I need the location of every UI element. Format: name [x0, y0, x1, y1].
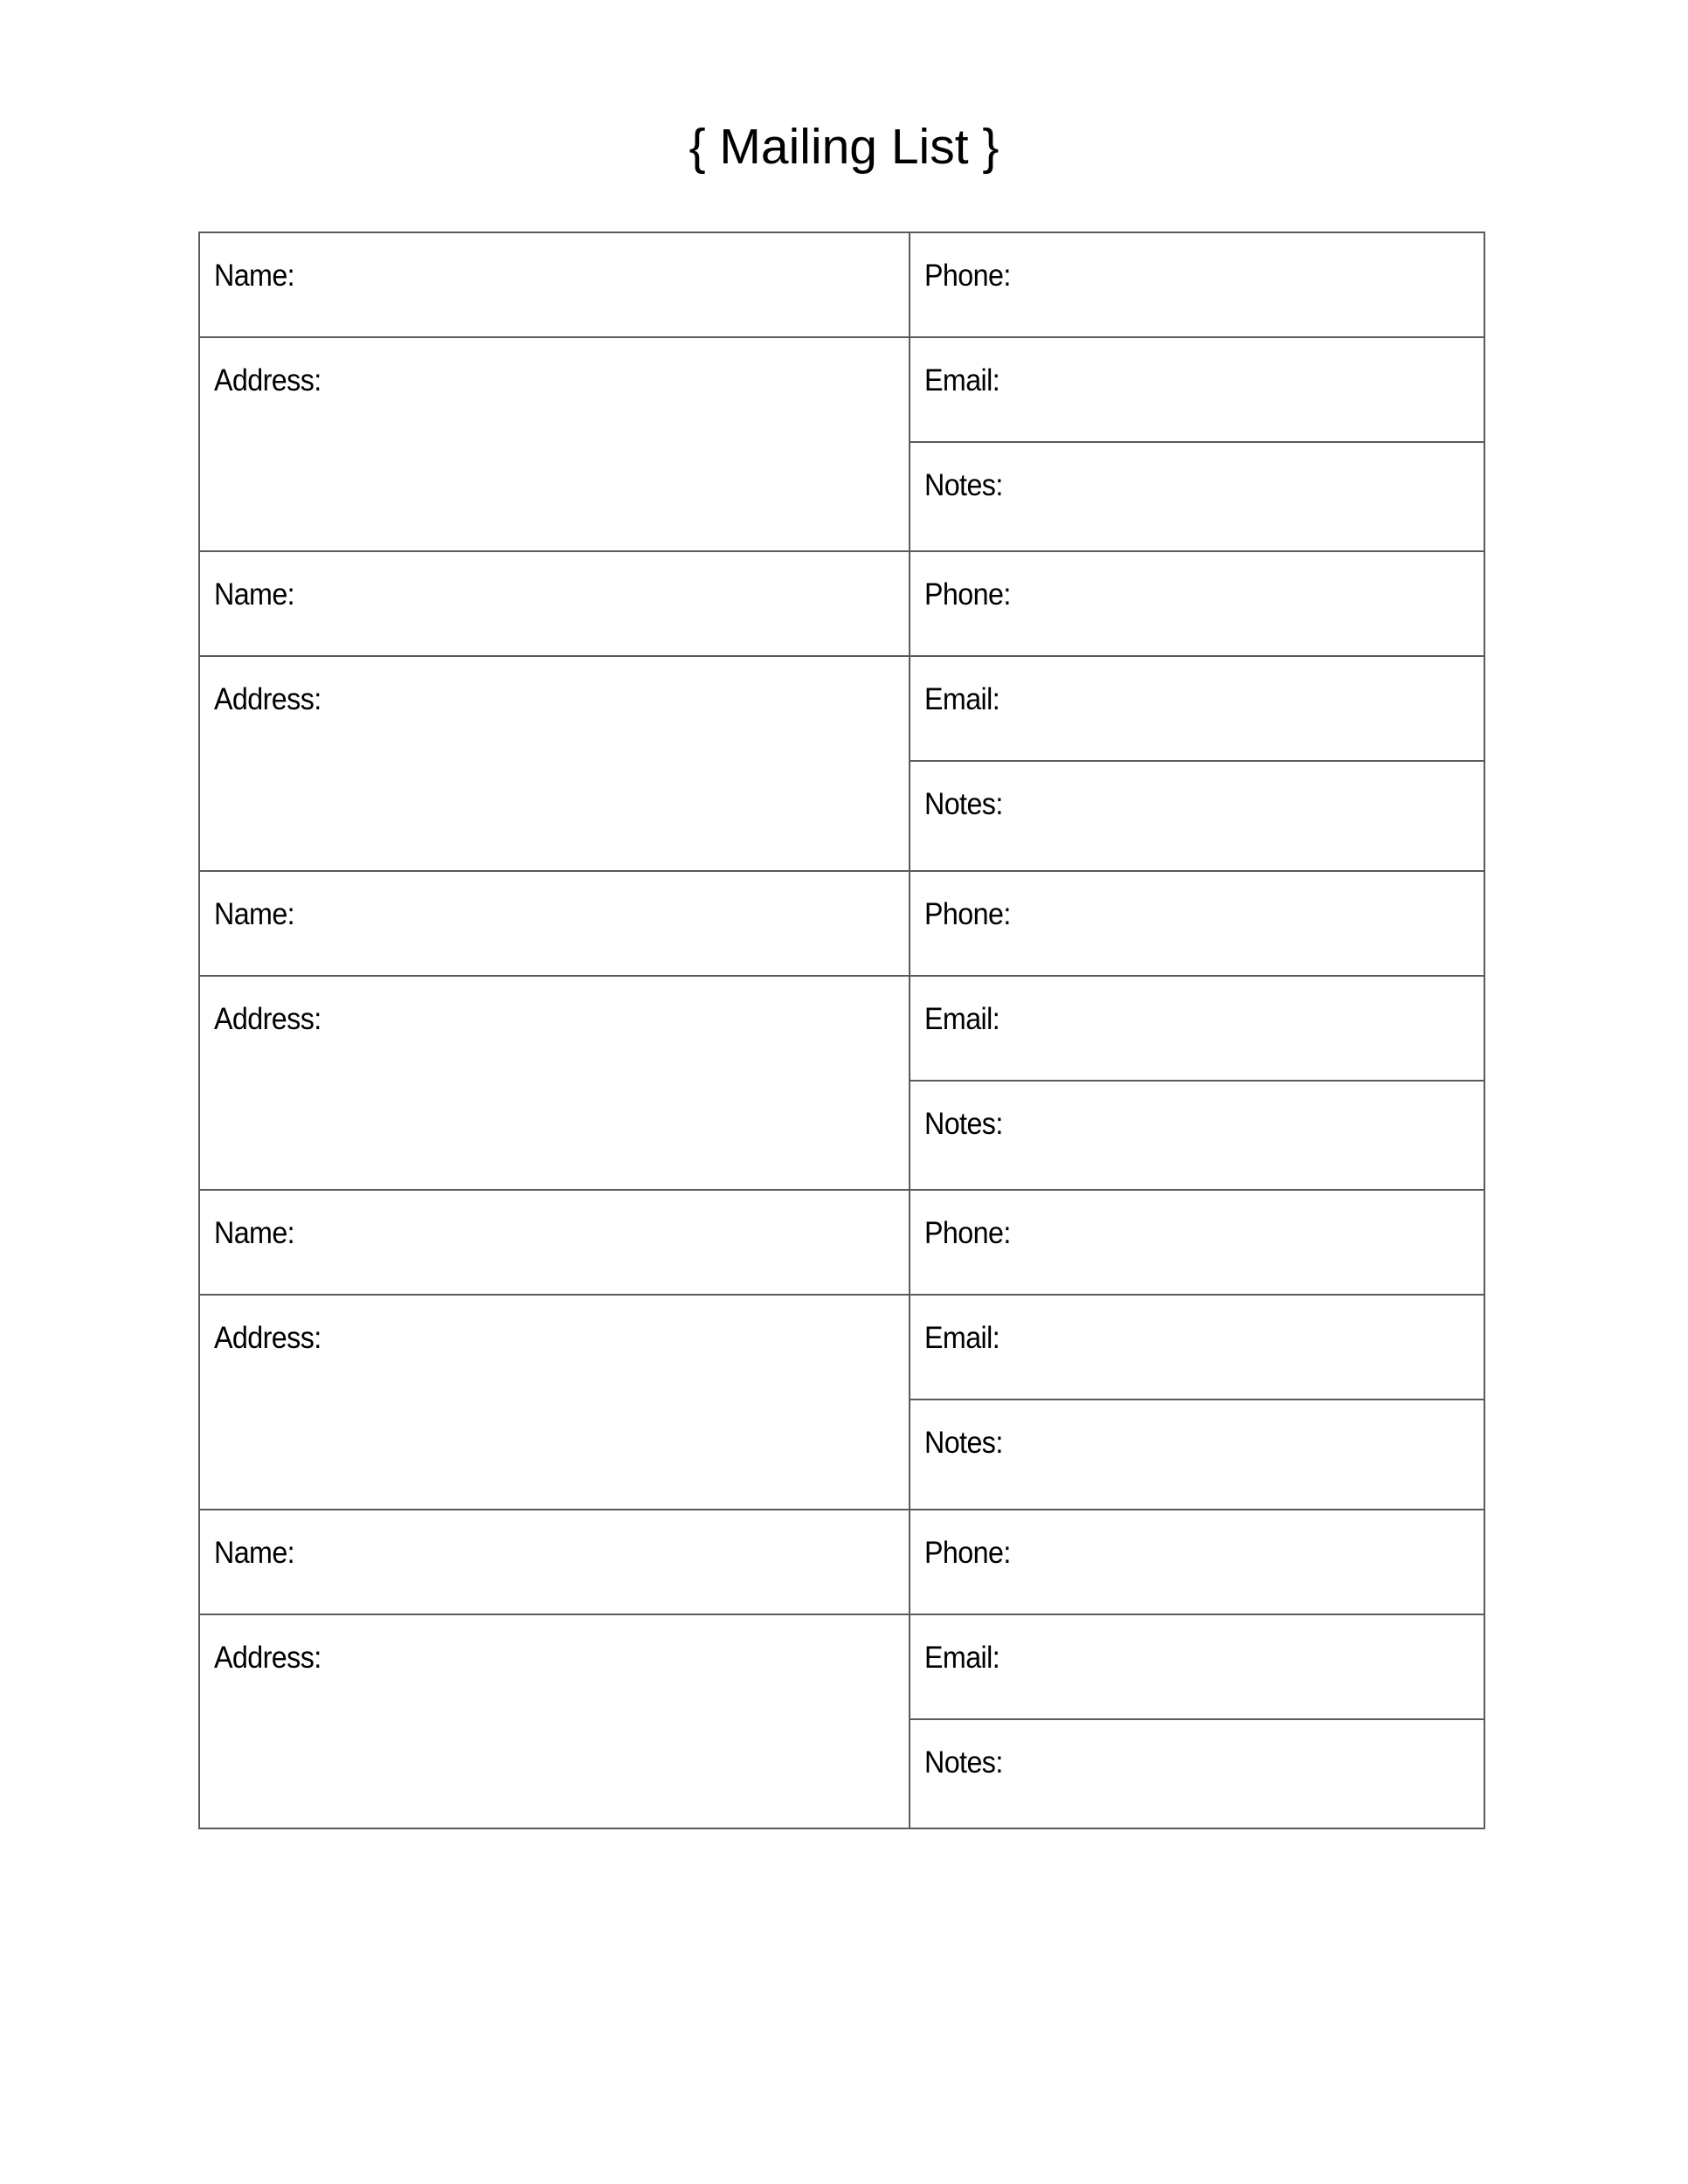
name-label: Name:: [214, 896, 295, 931]
phone-label: Phone:: [924, 259, 1011, 293]
contact-entry: [200, 1510, 1484, 1829]
phone-label: Phone:: [924, 1535, 1011, 1570]
notes-field[interactable]: [910, 443, 1484, 552]
phone-field[interactable]: [910, 233, 1484, 338]
email-field[interactable]: [910, 1615, 1484, 1720]
name-field[interactable]: [200, 872, 910, 977]
address-field[interactable]: [200, 657, 910, 871]
email-label: Email:: [924, 1001, 1000, 1036]
address-field[interactable]: [200, 1296, 910, 1510]
notes-label: Notes:: [924, 468, 1003, 502]
address-label: Address:: [214, 1321, 322, 1356]
email-field[interactable]: [910, 338, 1484, 443]
contact-entry: [200, 872, 1484, 1191]
name-label: Name:: [214, 577, 295, 612]
mailing-list-table: [198, 232, 1485, 1829]
phone-label: Phone:: [924, 1216, 1011, 1251]
name-field[interactable]: [200, 552, 910, 657]
phone-label: Phone:: [924, 577, 1011, 612]
name-label: Name:: [214, 1535, 295, 1570]
phone-field[interactable]: [910, 1510, 1484, 1615]
address-field[interactable]: [200, 977, 910, 1191]
email-field[interactable]: [910, 657, 1484, 762]
contact-entry: [200, 233, 1484, 552]
phone-label: Phone:: [924, 896, 1011, 931]
name-label: Name:: [214, 1216, 295, 1251]
email-label: Email:: [924, 363, 1000, 397]
name-field[interactable]: [200, 233, 910, 338]
name-field[interactable]: [200, 1191, 910, 1296]
address-field[interactable]: [200, 1615, 910, 1829]
notes-field[interactable]: [910, 762, 1484, 871]
email-label: Email:: [924, 1640, 1000, 1675]
address-label: Address:: [214, 682, 322, 717]
email-label: Email:: [924, 682, 1000, 717]
notes-label: Notes:: [924, 1745, 1003, 1780]
notes-field[interactable]: [910, 1400, 1484, 1510]
notes-label: Notes:: [924, 1426, 1003, 1461]
contact-entry: [200, 1191, 1484, 1510]
name-label: Name:: [214, 259, 295, 293]
notes-label: Notes:: [924, 1106, 1003, 1141]
address-field[interactable]: [200, 338, 910, 552]
email-label: Email:: [924, 1321, 1000, 1356]
phone-field[interactable]: [910, 552, 1484, 657]
email-field[interactable]: [910, 977, 1484, 1082]
phone-field[interactable]: [910, 1191, 1484, 1296]
address-label: Address:: [214, 363, 322, 397]
address-label: Address:: [214, 1001, 322, 1036]
address-label: Address:: [214, 1640, 322, 1675]
name-field[interactable]: [200, 1510, 910, 1615]
phone-field[interactable]: [910, 872, 1484, 977]
page-title: { Mailing List }: [688, 119, 1000, 175]
contact-entry: [200, 552, 1484, 871]
notes-field[interactable]: [910, 1720, 1484, 1829]
email-field[interactable]: [910, 1296, 1484, 1400]
notes-field[interactable]: [910, 1082, 1484, 1191]
notes-label: Notes:: [924, 787, 1003, 822]
